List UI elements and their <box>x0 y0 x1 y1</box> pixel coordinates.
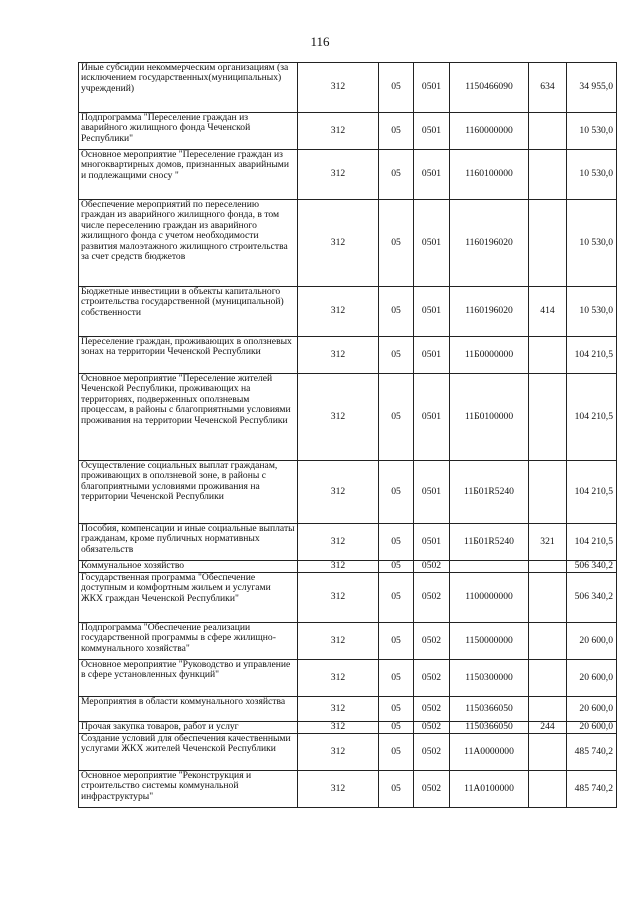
row-expense-type <box>529 337 567 374</box>
row-expense-type <box>529 771 567 808</box>
row-sum: 20 600,0 <box>567 697 617 722</box>
row-sum: 104 210,5 <box>567 524 617 561</box>
row-sum: 10 530,0 <box>567 150 617 200</box>
row-subsection: 0501 <box>414 374 450 461</box>
row-expense-type: 634 <box>529 63 567 113</box>
row-grbs: 312 <box>298 561 379 573</box>
row-target-article: 11Б0100000 <box>450 374 529 461</box>
row-expense-type <box>529 561 567 573</box>
row-target-article: 1160196020 <box>450 287 529 337</box>
row-target-article: 1150300000 <box>450 660 529 697</box>
table-row <box>79 734 617 771</box>
table-row <box>79 697 617 722</box>
row-grbs: 312 <box>298 660 379 697</box>
row-grbs: 312 <box>298 623 379 660</box>
row-target-article: 11А0000000 <box>450 734 529 771</box>
row-sum: 10 530,0 <box>567 200 617 287</box>
row-subsection: 0501 <box>414 63 450 113</box>
row-section: 05 <box>379 623 414 660</box>
row-sum: 104 210,5 <box>567 337 617 374</box>
row-name: Иные субсидии некоммерческим организациям (за исключением государственных(муниципальных) учреждений) <box>79 63 298 113</box>
row-subsection: 0502 <box>414 722 450 734</box>
row-section: 05 <box>379 771 414 808</box>
row-section: 05 <box>379 113 414 150</box>
row-target-article <box>450 561 529 573</box>
table-row <box>79 200 617 287</box>
row-sum: 34 955,0 <box>567 63 617 113</box>
row-grbs: 312 <box>298 63 379 113</box>
row-section: 05 <box>379 561 414 573</box>
row-subsection: 0502 <box>414 697 450 722</box>
row-section: 05 <box>379 374 414 461</box>
row-section: 05 <box>379 660 414 697</box>
row-sum: 506 340,2 <box>567 561 617 573</box>
table-row <box>79 561 617 573</box>
row-subsection: 0501 <box>414 150 450 200</box>
row-expense-type <box>529 461 567 524</box>
row-target-article: 11Б01R5240 <box>450 524 529 561</box>
row-grbs: 312 <box>298 200 379 287</box>
row-grbs: 312 <box>298 461 379 524</box>
table-row <box>79 660 617 697</box>
row-name: Подпрограмма "Переселение граждан из аварийного жилищного фонда Чеченской Республики" <box>79 113 298 150</box>
row-expense-type: 414 <box>529 287 567 337</box>
table-row <box>79 623 617 660</box>
row-section: 05 <box>379 287 414 337</box>
row-expense-type <box>529 573 567 623</box>
row-name: Мероприятия в области коммунального хозяйства <box>79 697 298 722</box>
budget-table-body <box>79 63 617 808</box>
row-sum: 10 530,0 <box>567 113 617 150</box>
row-grbs: 312 <box>298 113 379 150</box>
row-name: Основное мероприятие "Реконструкция и строительство системы коммунальной инфраструктуры" <box>79 771 298 808</box>
row-section: 05 <box>379 722 414 734</box>
row-target-article: 1100000000 <box>450 573 529 623</box>
row-sum: 104 210,5 <box>567 461 617 524</box>
row-name: Пособия, компенсации и иные социальные выплаты гражданам, кроме публичных нормативных обязательств <box>79 524 298 561</box>
row-section: 05 <box>379 697 414 722</box>
row-subsection: 0501 <box>414 200 450 287</box>
row-sum: 104 210,5 <box>567 374 617 461</box>
row-sum: 20 600,0 <box>567 660 617 697</box>
row-expense-type <box>529 623 567 660</box>
row-sum: 10 530,0 <box>567 287 617 337</box>
row-name: Прочая закупка товаров, работ и услуг <box>79 722 298 734</box>
row-target-article: 1160100000 <box>450 150 529 200</box>
row-section: 05 <box>379 524 414 561</box>
row-section: 05 <box>379 734 414 771</box>
table-row <box>79 113 617 150</box>
row-name: Коммунальное хозяйство <box>79 561 298 573</box>
row-grbs: 312 <box>298 697 379 722</box>
row-target-article: 11Б01R5240 <box>450 461 529 524</box>
table-row <box>79 524 617 561</box>
row-expense-type <box>529 374 567 461</box>
row-name: Основное мероприятие "Переселение жителей Чеченской Республики, проживающих на территориях, подверженных оползневым процессам, в районы с благоприятными условиями проживания на территории Чеченской Республики <box>79 374 298 461</box>
row-grbs: 312 <box>298 771 379 808</box>
row-target-article: 11Б0000000 <box>450 337 529 374</box>
table-row <box>79 573 617 623</box>
row-target-article: 1150366050 <box>450 697 529 722</box>
row-section: 05 <box>379 461 414 524</box>
row-sum: 20 600,0 <box>567 623 617 660</box>
row-expense-type <box>529 697 567 722</box>
row-name: Основное мероприятие "Руководство и управление в сфере установленных функций" <box>79 660 298 697</box>
row-name: Обеспечение мероприятий по переселению граждан из аварийного жилищного фонда, в том числе переселению граждан из аварийного жилищного фонда с учетом необходимости развития малоэтажного жилищного строительства за счет средств бюджетов <box>79 200 298 287</box>
row-sum: 506 340,2 <box>567 573 617 623</box>
row-grbs: 312 <box>298 150 379 200</box>
row-sum: 485 740,2 <box>567 771 617 808</box>
row-subsection: 0502 <box>414 771 450 808</box>
row-target-article: 11А0100000 <box>450 771 529 808</box>
row-sum: 485 740,2 <box>567 734 617 771</box>
row-target-article: 1150366050 <box>450 722 529 734</box>
row-expense-type: 321 <box>529 524 567 561</box>
row-grbs: 312 <box>298 374 379 461</box>
row-expense-type <box>529 200 567 287</box>
table-row <box>79 287 617 337</box>
table-row <box>79 461 617 524</box>
row-section: 05 <box>379 337 414 374</box>
row-section: 05 <box>379 150 414 200</box>
row-name: Бюджетные инвестиции в объекты капитального строительства государственной (муниципальной) собственности <box>79 287 298 337</box>
row-name: Переселение граждан, проживающих в оползневых зонах на территории Чеченской Республики <box>79 337 298 374</box>
row-grbs: 312 <box>298 734 379 771</box>
row-target-article: 1160196020 <box>450 200 529 287</box>
row-subsection: 0502 <box>414 734 450 771</box>
row-name: Создание условий для обеспечения качественными услугами ЖКХ жителей Чеченской Республики <box>79 734 298 771</box>
table-row <box>79 771 617 808</box>
row-section: 05 <box>379 63 414 113</box>
row-expense-type <box>529 113 567 150</box>
table-row <box>79 722 617 734</box>
row-subsection: 0502 <box>414 623 450 660</box>
row-name: Подпрограмма "Обеспечение реализации государственной программы в сфере жилищно-коммунального хозяйства" <box>79 623 298 660</box>
row-subsection: 0502 <box>414 660 450 697</box>
row-expense-type <box>529 660 567 697</box>
row-target-article: 1150466090 <box>450 63 529 113</box>
row-subsection: 0502 <box>414 573 450 623</box>
row-target-article: 1160000000 <box>450 113 529 150</box>
row-section: 05 <box>379 573 414 623</box>
row-expense-type <box>529 150 567 200</box>
table-row <box>79 337 617 374</box>
row-name: Основное мероприятие "Переселение граждан из многоквартирных домов, признанных аварийными и подлежащими сносу " <box>79 150 298 200</box>
row-grbs: 312 <box>298 524 379 561</box>
row-expense-type <box>529 734 567 771</box>
row-sum: 20 600,0 <box>567 722 617 734</box>
row-section: 05 <box>379 200 414 287</box>
row-name: Осуществление социальных выплат гражданам, проживающих в оползневой зоне, в районы с благоприятными условиями проживания на территории Чеченской Республики <box>79 461 298 524</box>
table-row <box>79 150 617 200</box>
budget-table <box>78 62 617 808</box>
row-subsection: 0501 <box>414 461 450 524</box>
row-grbs: 312 <box>298 337 379 374</box>
row-grbs: 312 <box>298 722 379 734</box>
row-name: Государственная программа "Обеспечение доступным и комфортным жильем и услугами ЖКХ граждан Чеченской Республики" <box>79 573 298 623</box>
row-subsection: 0501 <box>414 337 450 374</box>
row-expense-type: 244 <box>529 722 567 734</box>
row-subsection: 0501 <box>414 287 450 337</box>
row-subsection: 0502 <box>414 561 450 573</box>
page-number: 116 <box>310 34 330 49</box>
row-target-article: 1150000000 <box>450 623 529 660</box>
table-row <box>79 63 617 113</box>
row-subsection: 0501 <box>414 113 450 150</box>
table-row <box>79 374 617 461</box>
row-grbs: 312 <box>298 287 379 337</box>
row-grbs: 312 <box>298 573 379 623</box>
row-subsection: 0501 <box>414 524 450 561</box>
